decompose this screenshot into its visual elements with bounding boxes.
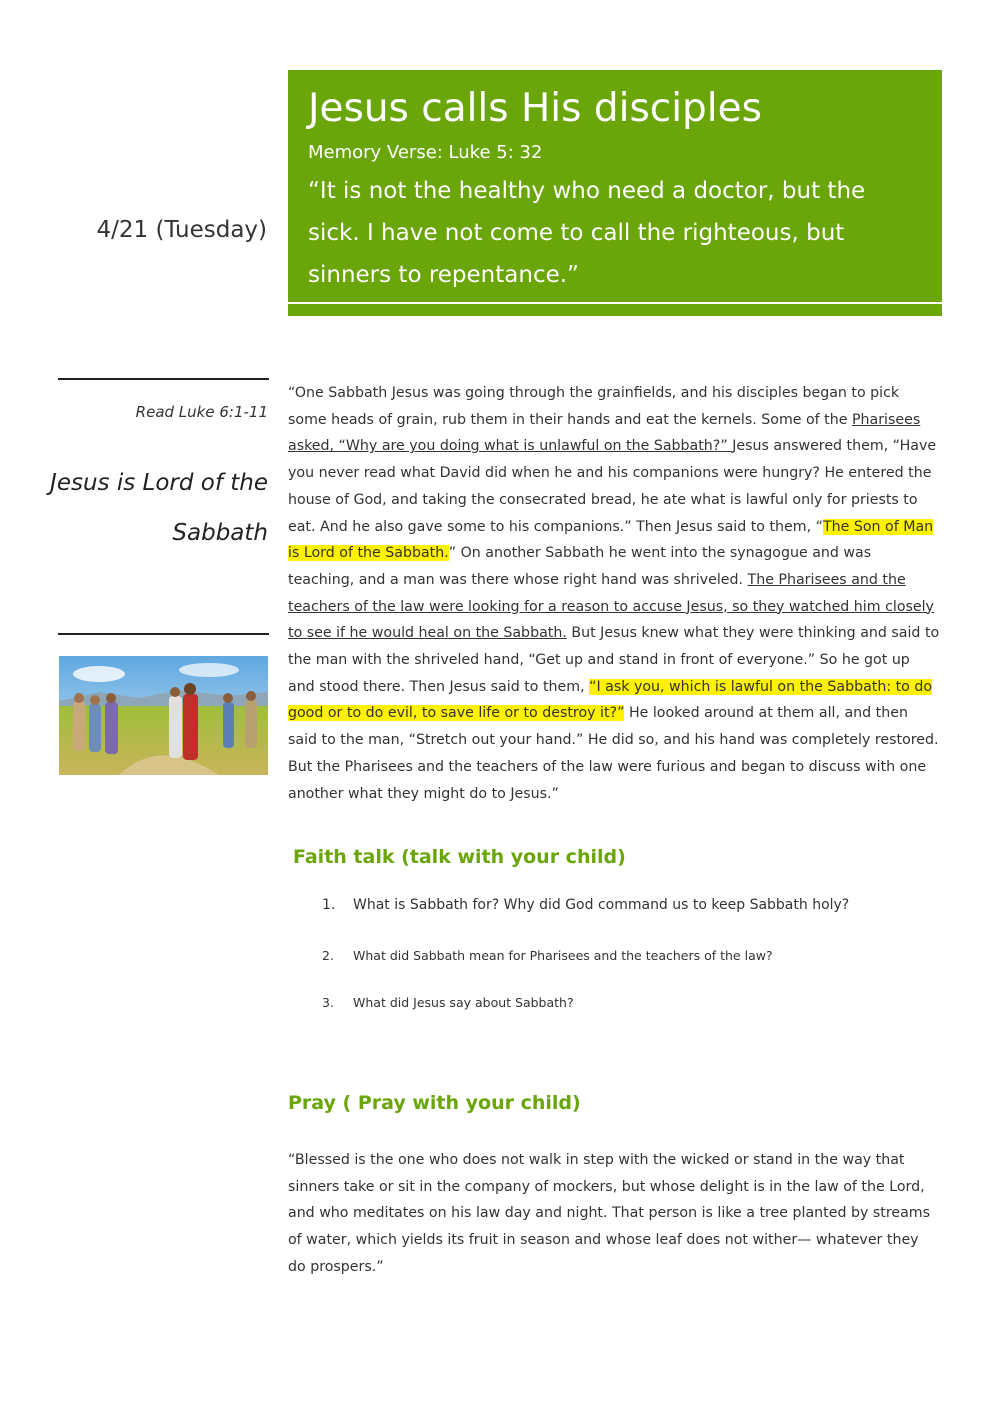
sidebar-divider-top — [58, 378, 269, 380]
memory-verse-label: Memory Verse: Luke 5: 32 — [308, 142, 543, 163]
prayer-text: “Blessed is the one who does not walk in step with the wicked or stand in the way that sinners take or sit in the company of mockers, but whose delight is in the law of the Lord, and who meditates on his law day and night. That person is like a tree planted by streams of water, which yields its fruit in season and whose leaf does not wither— whatever they do prospers.” — [288, 1152, 930, 1275]
list-item-number: 2. — [322, 948, 334, 963]
list-item-number: 3. — [322, 995, 334, 1010]
passage-highlight-1: The Son of Man is Lord of the Sabbath. — [288, 518, 934, 562]
passage-text-4: But Jesus knew what they were thinking and said to the man with the shriveled hand, “Get up and stand in front of everyone.” So he got up and stood there. Then Jesus said to them, — [288, 625, 940, 695]
reading-reference: Read Luke 6:1-11 — [135, 403, 268, 421]
passage-highlight-2: “I ask you, which is lawful on the Sabbath: to do good or to do evil, to save life or to destroy it?” — [288, 678, 933, 722]
pray-heading: Pray ( Pray with your child) — [288, 1092, 581, 1114]
grainfield-illustration — [59, 656, 268, 775]
scripture-passage — [288, 380, 940, 807]
list-item — [322, 948, 773, 963]
faith-talk-heading: Faith talk (talk with your child) — [293, 846, 626, 868]
list-item-number: 1. — [322, 897, 336, 913]
list-item — [322, 995, 574, 1010]
header-banner — [288, 70, 942, 316]
passage-text-5: He looked around at them all, and then said to the man, “Stretch out your hand.” He did so, and his hand was completely restored. But the Pharisees and the teachers of the law were furious and began to discuss with one another what they might do to Jesus.” — [288, 705, 939, 802]
passage-text-3: ” On another Sabbath he went into the synagogue and was teaching, and a man was there whose right hand was shriveled. — [288, 545, 872, 588]
list-item-text: What did Jesus say about Sabbath? — [353, 995, 574, 1010]
passage-text-1: “One Sabbath Jesus was going through the grainfields, and his disciples began to pick some heads of grain, rub them in their hands and eat the kernels. Some of the — [288, 385, 900, 428]
list-item — [322, 897, 849, 913]
list-item-text: What is Sabbath for? Why did God command us to keep Sabbath holy? — [353, 897, 850, 913]
passage-underline-2: The Pharisees and the teachers of the law were looking for a reason to accuse Jesus, so they watched him closely to see if he would heal on the Sabbath. — [288, 571, 934, 642]
sidebar-divider-bottom — [58, 633, 269, 635]
passage-underline-1: Pharisees asked, “Why are you doing what is unlawful on the Sabbath?” — [288, 411, 921, 455]
page-title: Jesus calls His disciples — [308, 86, 762, 131]
passage-text-2: Jesus answered them, “Have you never read what David did when he and his companions were hungry? He entered the house of God, and taking the consecrated bread, he ate what is lawful only for priests to eat. And he also gave some to his companions.” Then Jesus said to them, “ — [288, 438, 937, 535]
list-item-text: What did Sabbath mean for Pharisees and the teachers of the law? — [353, 948, 773, 963]
header-divider — [288, 302, 942, 304]
date-label: 4/21 (Tuesday) — [96, 217, 267, 243]
sidebar-title: Jesus is Lord of the Sabbath — [50, 470, 268, 546]
memory-verse-quote: “It is not the healthy who need a doctor, but the sick. I have not come to call the righteous, but sinners to repentance.” — [308, 178, 866, 288]
